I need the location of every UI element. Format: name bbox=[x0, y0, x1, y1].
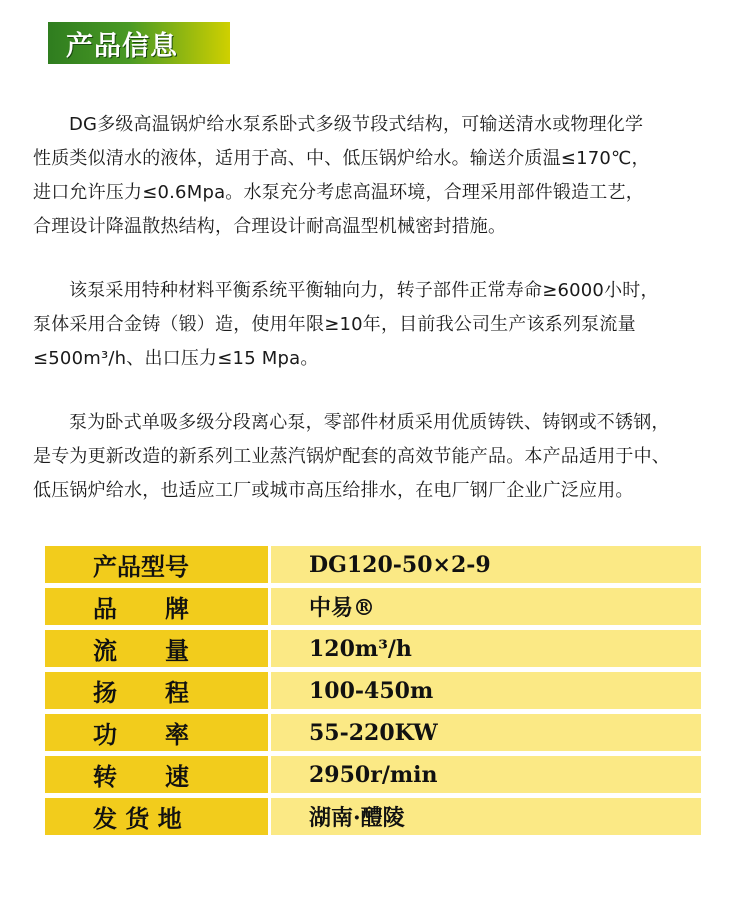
spec-table bbox=[45, 546, 701, 840]
paragraph-line: 泵体采用合金铸（锻）造，使用年限≥10年，目前我公司生产该系列泵流量 bbox=[33, 314, 636, 335]
paragraph-line: ≤500m³/h、出口压力≤15 Mpa。 bbox=[33, 348, 319, 369]
paragraph-line: 该泵采用特种材料平衡系统平衡轴向力，转子部件正常寿命≥6000小时， bbox=[69, 280, 659, 301]
description-paragraph-1 bbox=[33, 108, 723, 244]
spec-value: 中易® bbox=[271, 588, 701, 625]
spec-value: 55-220KW bbox=[271, 714, 701, 751]
description-paragraph-2 bbox=[33, 274, 723, 376]
spec-value: 100-450m bbox=[271, 672, 701, 709]
spec-value: 120m³/h bbox=[271, 630, 701, 667]
paragraph-line: DG多级高温锅炉给水泵系卧式多级节段式结构，可输送清水或物理化学 bbox=[69, 114, 644, 135]
spec-label: 流 量 bbox=[45, 630, 268, 667]
spec-label: 发 货 地 bbox=[45, 798, 268, 835]
spec-label: 转 速 bbox=[45, 756, 268, 793]
spec-label: 扬 程 bbox=[45, 672, 268, 709]
paragraph-line: 是专为更新改造的新系列工业蒸汽锅炉配套的高效节能产品。本产品适用于中、 bbox=[33, 446, 670, 467]
spec-row-flow bbox=[45, 630, 701, 667]
description-paragraph-3 bbox=[33, 406, 723, 508]
paragraph-line: 进口允许压力≤0.6Mpa。水泵充分考虑高温环境，合理采用部件锻造工艺， bbox=[33, 182, 644, 203]
product-description bbox=[33, 108, 723, 538]
section-title-banner bbox=[48, 22, 230, 64]
paragraph-line: 性质类似清水的液体，适用于高、中、低压锅炉给水。输送介质温≤170℃， bbox=[33, 148, 650, 169]
paragraph-line: 低压锅炉给水，也适应工厂或城市高压给排水，在电厂钢厂企业广泛应用。 bbox=[33, 480, 634, 501]
spec-row-speed bbox=[45, 756, 701, 793]
spec-row-origin bbox=[45, 798, 701, 835]
spec-value: 2950r/min bbox=[271, 756, 701, 793]
spec-label: 功 率 bbox=[45, 714, 268, 751]
spec-row-power bbox=[45, 714, 701, 751]
paragraph-line: 泵为卧式单吸多级分段离心泵，零部件材质采用优质铸铁、铸钢或不锈钢， bbox=[69, 412, 670, 433]
spec-row-head bbox=[45, 672, 701, 709]
spec-value: DG120-50×2-9 bbox=[271, 546, 701, 583]
spec-label: 产品型号 bbox=[45, 546, 268, 583]
spec-value: 湖南·醴陵 bbox=[271, 798, 701, 835]
paragraph-line: 合理设计降温散热结构，合理设计耐高温型机械密封措施。 bbox=[33, 216, 507, 237]
spec-row-brand bbox=[45, 588, 701, 625]
section-title: 产品信息 bbox=[66, 30, 178, 62]
spec-label: 品 牌 bbox=[45, 588, 268, 625]
spec-row-model bbox=[45, 546, 701, 583]
